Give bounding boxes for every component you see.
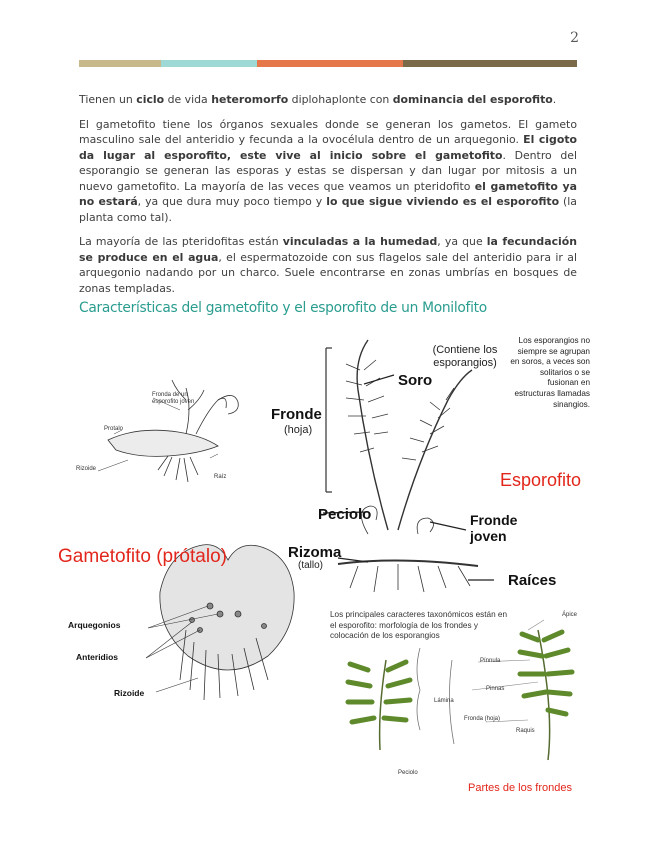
text-run: (la planta como tal). xyxy=(79,195,577,224)
text-run: El gametofito tiene los órganos sexuales donde se generan los gametos. El gameto masculino sale del anteridio y fecunda a la ovocélula dentro de un arquegonio. xyxy=(79,117,577,146)
label-petiole-frond: Peciolo xyxy=(398,770,418,776)
label-apex: Ápice xyxy=(562,612,578,618)
label-root: Raíz xyxy=(214,474,227,480)
bold-text: El cigoto da lugar al esporofito, este vive al inicio sobre el gametofito xyxy=(79,133,578,162)
bold-text: la fecundación se produce en el agua xyxy=(79,235,577,264)
label-roots: Raíces xyxy=(508,572,557,589)
label-sorus-note: (Contiene los esporangios) xyxy=(432,344,498,369)
text-run: Tienen un xyxy=(79,93,137,106)
bold-text: ciclo xyxy=(136,93,165,106)
text-run: . xyxy=(552,93,557,106)
paragraph xyxy=(79,92,577,108)
label-sorus: Soro xyxy=(398,372,433,389)
label-rachis: Raquis xyxy=(516,728,535,734)
sporangia-note: Los esporangios no siempre se agrupan en soros, a veces son solitarios o se fusionan en estructuras llamadas sinangios. xyxy=(510,336,590,409)
fern-life-cycle-figure xyxy=(58,330,598,810)
label-rhizoid: Rizoide xyxy=(114,688,145,698)
color-bar-segment xyxy=(161,60,257,67)
label-petiole: Peciolo xyxy=(318,506,372,523)
bold-text: vinculadas a la humedad xyxy=(282,235,438,248)
label-rhizome-sub: (tallo) xyxy=(298,560,324,571)
section-heading: Características del gametofito y el esporofito de un Monilofito xyxy=(79,300,487,316)
label-antheridia: Anteridios xyxy=(76,652,119,662)
fronds-title: Partes de los frondes xyxy=(468,782,572,794)
text-run: , ya que dura muy poco tiempo y xyxy=(137,195,327,208)
bold-text: lo que sigue viviendo es el esporofito xyxy=(326,195,560,208)
frond-taxonomy-note: Los principales caracteres taxonómicos están en el esporofito: morfología de los frondes y colocación de los esporangios xyxy=(330,610,508,641)
color-bar-segment xyxy=(79,60,161,67)
page-number: 2 xyxy=(570,30,579,46)
label-pinna: Pinnas xyxy=(486,686,505,692)
label-frond-sub: (hoja) xyxy=(284,424,313,436)
header-color-bar xyxy=(79,60,577,67)
label-prothallus: Protalo xyxy=(104,426,124,432)
text-run: , el espermatozoide con sus flagelos sale del anteridio para ir al arquegonio nadando por un charco. Suele encontrarse en zonas umbrías en bosques de zonas templadas. xyxy=(79,250,577,295)
paragraph xyxy=(79,234,577,296)
bold-text: heteromorfo xyxy=(211,93,289,106)
label-blade: Lámina xyxy=(434,698,454,704)
text-run: La mayoría de las pteridofitas están xyxy=(79,235,283,248)
gametophyte-title: Gametofito (prótalo) xyxy=(58,546,227,567)
paragraph xyxy=(79,117,577,226)
label-rhizome: Rizoma xyxy=(288,544,342,561)
body-text xyxy=(79,92,577,305)
color-bar-segment xyxy=(403,60,577,67)
text-run: , ya que xyxy=(437,235,487,248)
label-pinnule: Pínnula xyxy=(480,658,501,664)
label-archegonia: Arquegonios xyxy=(68,620,121,630)
label-frond: Fronde xyxy=(271,406,322,423)
bold-text: el gametofito ya no estará xyxy=(79,179,577,208)
label-young-frond-spor: Fronde joven xyxy=(470,512,518,544)
label-frond-leaf: Fronda (hoja) xyxy=(464,716,501,722)
color-bar-segment xyxy=(257,60,403,67)
sporophyte-title: Esporofito xyxy=(500,470,582,490)
label-rhizoid-top: Rizoide xyxy=(76,466,97,472)
text-run: diplohaplonte con xyxy=(288,93,393,106)
bold-text: dominancia del esporofito xyxy=(392,93,553,106)
label-young-frond: Fronda de un esporofito joven xyxy=(152,392,195,405)
text-run: de vida xyxy=(164,93,212,106)
text-run: . Dentro del esporangio se generan las esporas y estas se dispersan y dan lugar por mitosis a un nuevo gametofito. La mayoría de las veces que veamos un pteridofito xyxy=(79,148,577,193)
